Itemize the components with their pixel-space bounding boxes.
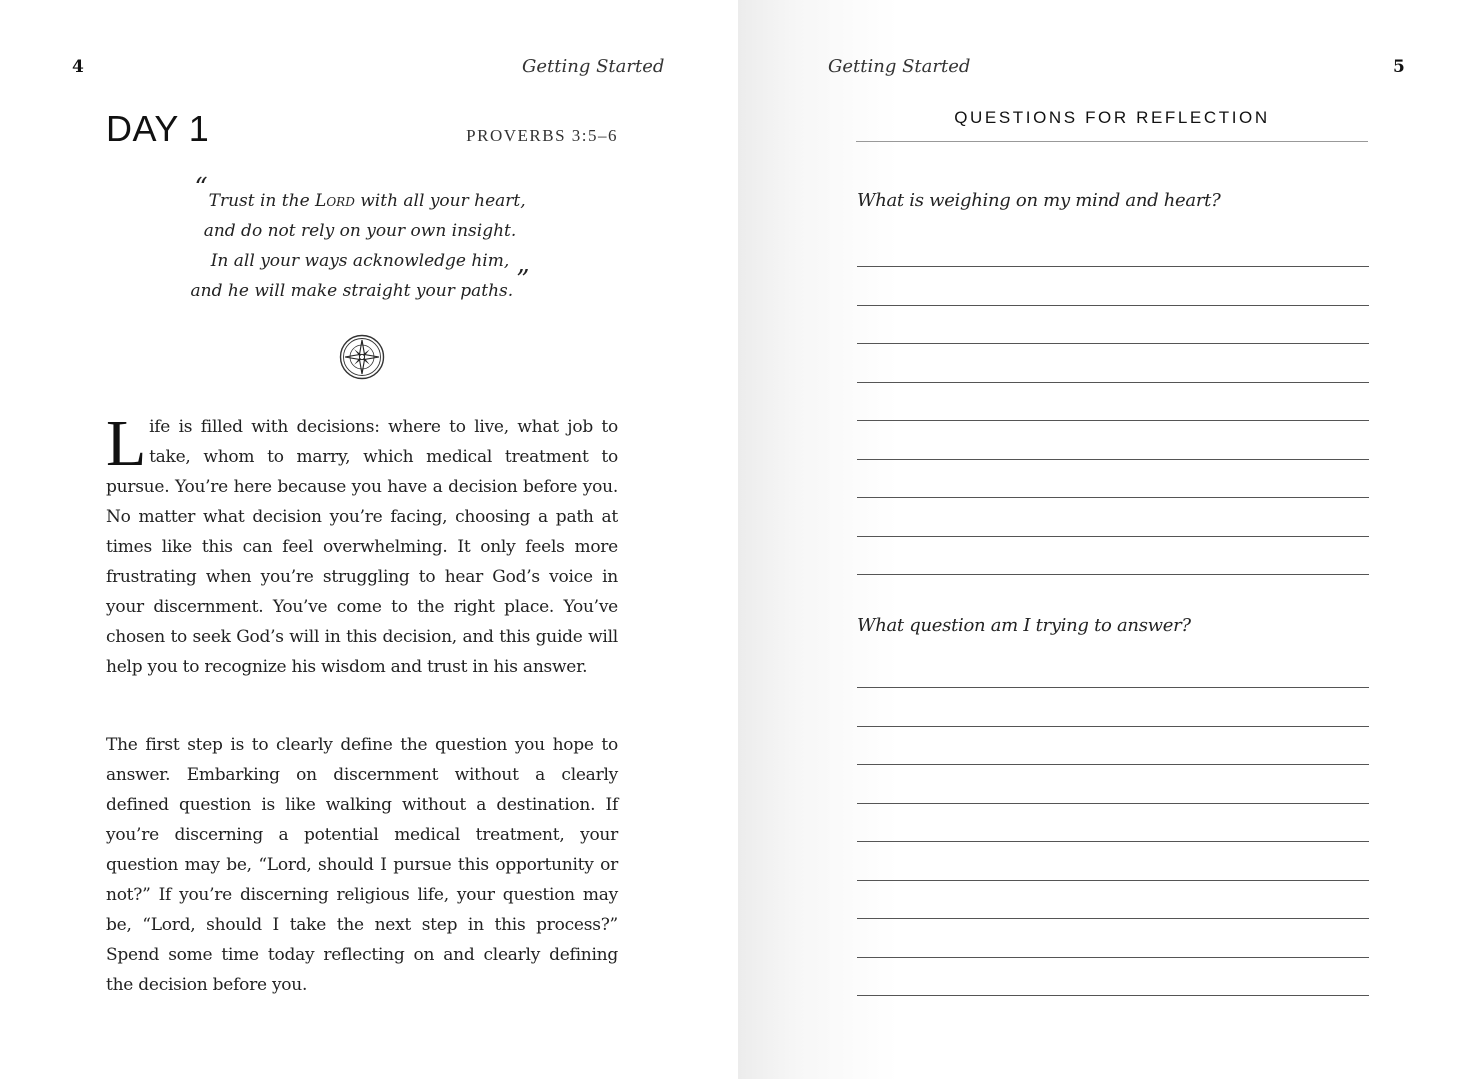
reflection-question-1: What is weighing on my mind and heart? [857, 190, 1221, 211]
answer-line[interactable] [857, 266, 1369, 267]
body-paragraph-1 [106, 407, 618, 682]
answer-line[interactable] [857, 803, 1369, 804]
body-paragraph-1-text: ife is filled with decisions: where to live, what job to take, whom to marry, which medical treatment to pursue. You’re here because you have a decision before you. No matter what decision you’re facing, choosing a path at times like this can feel overwhelming. It only feels more frustrating when you’re struggling to hear God’s voice in your discernment. You’ve come to the right place. You’ve chosen to seek God’s will in this decision, and this guide will help you to recognize his wisdom and trust in his answer. [106, 417, 618, 677]
answer-line[interactable] [857, 957, 1369, 958]
right-page [738, 0, 1476, 1079]
answer-line[interactable] [857, 305, 1369, 306]
open-quote: “ [194, 173, 208, 203]
body-paragraph-2: The first step is to clearly define the question you hope to answer. Embarking on discernment without a clearly defined question is like walking without a destination. If you’re discerning a potential medical treatment, your question may be, “Lord, should I pursue this opportunity or not?” If you’re discerning religious life, your question may be, “Lord, should I take the next step in this process?” Spend some time today reflecting on and clearly defining the decision before you. [106, 735, 618, 995]
verse-line-2: and do not rely on your own insight. [203, 221, 517, 241]
answer-line[interactable] [857, 497, 1369, 498]
verse-line-1-end: with all your heart, [354, 191, 526, 211]
answer-line[interactable] [857, 459, 1369, 460]
scripture-reference: PROVERBS 3:5–6 [466, 126, 618, 145]
answer-line[interactable] [857, 382, 1369, 383]
verse-line-1-start: Trust in the [208, 191, 316, 211]
answer-line[interactable] [857, 726, 1369, 727]
answer-line[interactable] [857, 880, 1369, 881]
answer-line[interactable] [857, 343, 1369, 344]
verse-line-4 [160, 265, 560, 306]
close-quote: ” [516, 265, 530, 295]
answer-line[interactable] [857, 995, 1369, 996]
answer-line[interactable] [857, 841, 1369, 842]
answer-line[interactable] [857, 918, 1369, 919]
answer-line[interactable] [857, 420, 1369, 421]
scripture-verse [160, 173, 560, 306]
running-head: Getting Started [828, 56, 971, 77]
heading-rule [856, 141, 1368, 142]
answer-line[interactable] [857, 574, 1369, 575]
answer-line[interactable] [857, 536, 1369, 537]
verse-line-1 [160, 173, 560, 216]
day-title: DAY 1 [106, 108, 210, 149]
answer-line[interactable] [857, 764, 1369, 765]
lord-small-caps: Lord [315, 191, 355, 211]
page-number: 5 [1393, 57, 1405, 77]
drop-cap: L [106, 407, 147, 480]
compass-rose-icon [339, 334, 385, 380]
verse-line-3: In all your ways acknowledge him, [210, 251, 510, 271]
verse-line-4-text: and he will make straight your paths. [190, 281, 514, 301]
answer-line[interactable] [857, 687, 1369, 688]
section-heading: QUESTIONS FOR REFLECTION [954, 108, 1270, 127]
page-number: 4 [72, 57, 84, 77]
reflection-question-2: What question am I trying to answer? [857, 615, 1191, 636]
running-head: Getting Started [522, 56, 665, 77]
